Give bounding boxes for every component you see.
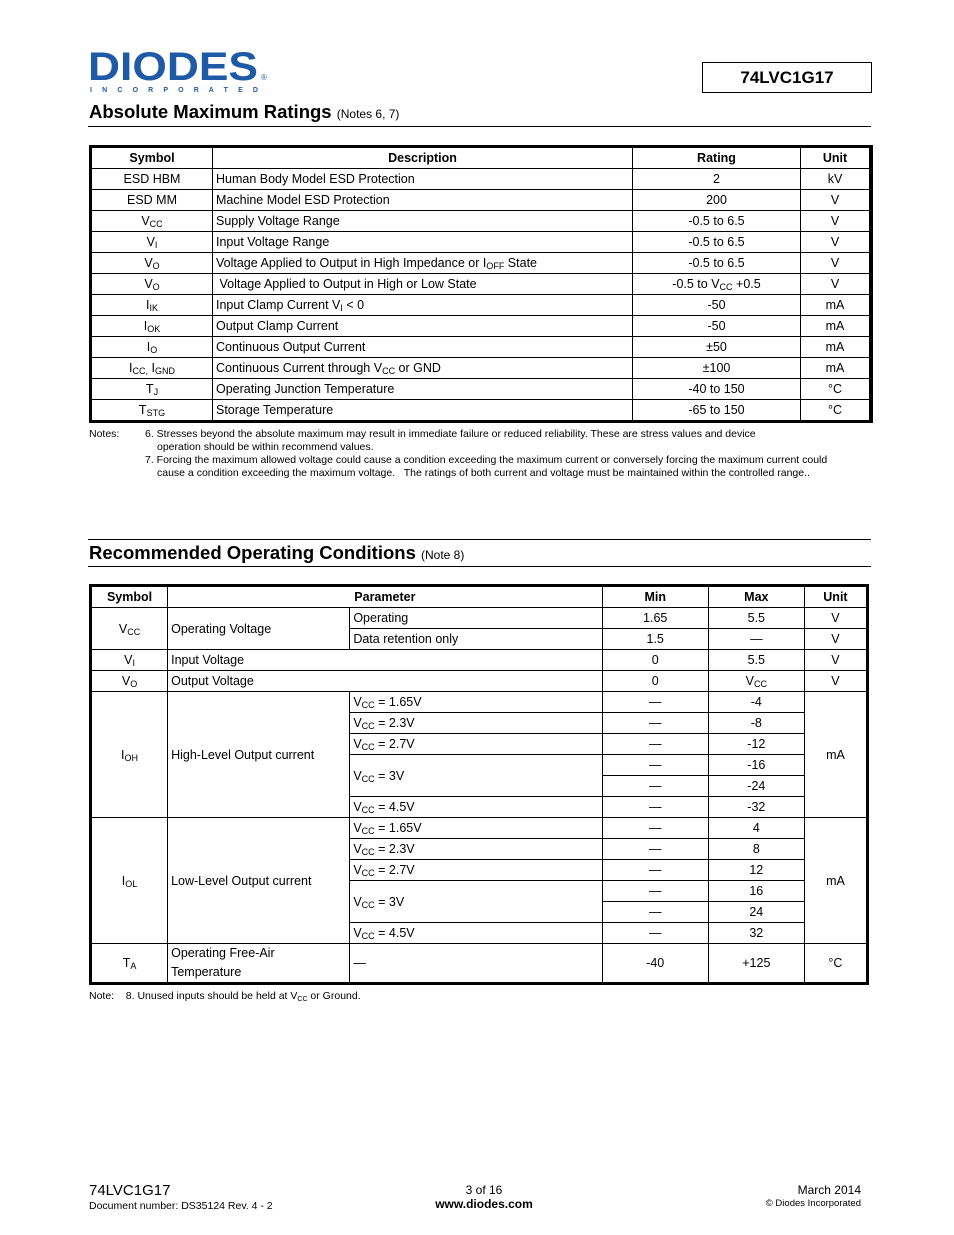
symbol-cell: $I_{IK}$ bbox=[92, 295, 213, 316]
logo-tagline: I N C O R P O R A T E D bbox=[90, 87, 258, 94]
description-cell: Supply Voltage Range bbox=[213, 211, 633, 232]
unit-cell: mA bbox=[801, 316, 870, 337]
roc-table bbox=[91, 586, 867, 983]
symbol-cell: $I_{OK}$ bbox=[92, 316, 213, 337]
parameter-cell: High-Level Output current bbox=[168, 692, 350, 818]
rating-cell: -0.5 to $V_{CC} +0.5$ bbox=[633, 274, 801, 295]
symbol-cell: $T_A$ bbox=[92, 944, 168, 983]
footer-part-number: 74LVC1G17 bbox=[89, 1182, 171, 1199]
max-cell: 4 bbox=[708, 818, 804, 839]
symbol-cell: $V_I$ bbox=[92, 650, 168, 671]
min-cell: 1.65 bbox=[602, 608, 708, 629]
unit-cell: °C bbox=[801, 400, 870, 421]
amr-title-text: Absolute Maximum Ratings bbox=[89, 101, 332, 122]
part-number-box bbox=[702, 62, 872, 93]
description-cell: Voltage Applied to Output in High or Low State bbox=[213, 274, 633, 295]
min-cell: 0 bbox=[602, 650, 708, 671]
table-row bbox=[92, 692, 867, 713]
roc-col-max: Max bbox=[708, 587, 804, 608]
amr-rule bbox=[88, 126, 871, 127]
min-cell: — bbox=[602, 839, 708, 860]
condition-cell: $V_{CC} = 3V$ bbox=[350, 881, 602, 923]
parameter-cell: Operating Voltage bbox=[168, 608, 350, 650]
table-row bbox=[92, 211, 870, 232]
rating-cell: 200 bbox=[633, 190, 801, 211]
rating-cell: ±50 bbox=[633, 337, 801, 358]
min-cell: 0 bbox=[602, 671, 708, 692]
notes-label: Notes: bbox=[89, 428, 120, 440]
unit-cell: V bbox=[804, 671, 866, 692]
amr-col-description: Description bbox=[213, 148, 633, 169]
table-row bbox=[92, 944, 867, 983]
roc-col-min: Min bbox=[602, 587, 708, 608]
amr-title-note: (Notes 6, 7) bbox=[336, 107, 400, 121]
max-cell: $V_{CC}$ bbox=[708, 671, 804, 692]
note-7 bbox=[89, 454, 869, 467]
note-6-line1: 6. Stresses beyond the absolute maximum may result in immediate failure or reduced reliability. These are stress values and device bbox=[145, 428, 756, 440]
roc-title bbox=[89, 542, 464, 564]
table-row bbox=[92, 316, 870, 337]
amr-table bbox=[91, 147, 870, 421]
amr-col-symbol: Symbol bbox=[92, 148, 213, 169]
condition-cell: $V_{CC} = 2.7V$ bbox=[350, 734, 602, 755]
max-cell: 5.5 bbox=[708, 650, 804, 671]
min-cell: — bbox=[602, 923, 708, 944]
footer-document-number: Document number: DS35124 Rev. 4 - 2 bbox=[89, 1200, 273, 1212]
rating-cell: -0.5 to 6.5 bbox=[633, 253, 801, 274]
footer-copyright: © Diodes Incorporated bbox=[765, 1198, 861, 1209]
condition-cell: $V_{CC} = 3V$ bbox=[350, 755, 602, 797]
min-cell: — bbox=[602, 755, 708, 776]
roc-table-frame bbox=[89, 584, 869, 985]
footer-website-link[interactable]: www.diodes.com bbox=[435, 1197, 533, 1211]
roc-col-parameter: Parameter bbox=[168, 587, 603, 608]
table-row bbox=[92, 818, 867, 839]
min-cell: — bbox=[602, 797, 708, 818]
table-row bbox=[92, 608, 867, 629]
description-cell: Output Clamp Current bbox=[213, 316, 633, 337]
symbol-cell: $V_{CC}$ bbox=[92, 608, 168, 650]
min-cell: — bbox=[602, 776, 708, 797]
part-number: 74LVC1G17 bbox=[740, 67, 834, 87]
symbol-cell: ESD MM bbox=[92, 190, 213, 211]
condition-cell: — bbox=[350, 944, 602, 983]
condition-cell: $V_{CC} = 4.5V$ bbox=[350, 797, 602, 818]
table-row bbox=[92, 337, 870, 358]
roc-col-unit: Unit bbox=[804, 587, 866, 608]
max-cell: -16 bbox=[708, 755, 804, 776]
rating-cell: ±100 bbox=[633, 358, 801, 379]
svg-text:®: ® bbox=[261, 73, 267, 82]
description-cell: Continuous Current through $V_{CC}$ or GND bbox=[213, 358, 633, 379]
amr-table-frame bbox=[89, 145, 872, 423]
amr-notes bbox=[89, 428, 869, 480]
symbol-cell: $T_{STG}$ bbox=[92, 400, 213, 421]
symbol-cell: $I_{CC,}$ $I_{GND}$ bbox=[92, 358, 213, 379]
table-row bbox=[92, 358, 870, 379]
note-7-line1: 7. Forcing the maximum allowed voltage could cause a condition exceeding the maximum current or conversely forcing the maximum current could bbox=[145, 454, 828, 466]
amr-title bbox=[89, 101, 399, 123]
parameter-cell: Low-Level Output current bbox=[168, 818, 350, 944]
symbol-cell: $V_O$ bbox=[92, 253, 213, 274]
parameter-cell: Input Voltage bbox=[168, 650, 603, 671]
description-cell: Input Voltage Range bbox=[213, 232, 633, 253]
description-cell: Human Body Model ESD Protection bbox=[213, 169, 633, 190]
diodes-logo bbox=[88, 46, 268, 94]
unit-cell: V bbox=[801, 211, 870, 232]
description-cell: Storage Temperature bbox=[213, 400, 633, 421]
table-row bbox=[92, 400, 870, 421]
unit-cell: V bbox=[804, 608, 866, 629]
condition-cell: Data retention only bbox=[350, 629, 602, 650]
symbol-cell: $V_O$ bbox=[92, 671, 168, 692]
unit-cell: mA bbox=[801, 358, 870, 379]
unit-cell: mA bbox=[804, 818, 866, 944]
rating-cell: -0.5 to 6.5 bbox=[633, 232, 801, 253]
rating-cell: -0.5 to 6.5 bbox=[633, 211, 801, 232]
unit-cell: °C bbox=[804, 944, 866, 983]
amr-col-rating: Rating bbox=[633, 148, 801, 169]
footer-date: March 2014 bbox=[797, 1183, 861, 1197]
parameter-cell: Output Voltage bbox=[168, 671, 603, 692]
min-cell: -40 bbox=[602, 944, 708, 983]
roc-header-row bbox=[92, 587, 867, 608]
table-row bbox=[92, 190, 870, 211]
min-cell: — bbox=[602, 818, 708, 839]
condition-cell: $V_{CC} = 2.7V$ bbox=[350, 860, 602, 881]
note-7-line2: cause a condition exceeding the maximum voltage. The ratings of both current and voltage must be maintained within the controlled range.. bbox=[157, 467, 810, 479]
symbol-cell: $I_{OL}$ bbox=[92, 818, 168, 944]
symbol-cell: $T_J$ bbox=[92, 379, 213, 400]
parameter-cell: Operating Free-Air Temperature bbox=[168, 944, 350, 983]
max-cell: -12 bbox=[708, 734, 804, 755]
min-cell: — bbox=[602, 902, 708, 923]
max-cell: -4 bbox=[708, 692, 804, 713]
rating-cell: -40 to 150 bbox=[633, 379, 801, 400]
rating-cell: -50 bbox=[633, 295, 801, 316]
condition-cell: Operating bbox=[350, 608, 602, 629]
unit-cell: V bbox=[801, 232, 870, 253]
note-6-line2: operation should be within recommend values. bbox=[157, 441, 374, 453]
amr-col-unit: Unit bbox=[801, 148, 870, 169]
table-row bbox=[92, 274, 870, 295]
unit-cell: kV bbox=[801, 169, 870, 190]
table-row bbox=[92, 671, 867, 692]
description-cell: Input Clamp Current $V_I < 0$ bbox=[213, 295, 633, 316]
rating-cell: -50 bbox=[633, 316, 801, 337]
condition-cell: $V_{CC} = 2.3V$ bbox=[350, 713, 602, 734]
description-cell: Voltage Applied to Output in High Impedance or $I_{OFF}$ State bbox=[213, 253, 633, 274]
symbol-cell: $V_I$ bbox=[92, 232, 213, 253]
table-row bbox=[92, 295, 870, 316]
min-cell: — bbox=[602, 860, 708, 881]
max-cell: -8 bbox=[708, 713, 804, 734]
roc-rule bbox=[88, 566, 871, 567]
condition-cell: $V_{CC} = 4.5V$ bbox=[350, 923, 602, 944]
unit-cell: V bbox=[801, 190, 870, 211]
symbol-cell: $V_O$ bbox=[92, 274, 213, 295]
table-row bbox=[92, 253, 870, 274]
roc-title-note: (Note 8) bbox=[421, 548, 465, 562]
condition-cell: $V_{CC} = 1.65V$ bbox=[350, 692, 602, 713]
min-cell: — bbox=[602, 734, 708, 755]
rating-cell: 2 bbox=[633, 169, 801, 190]
table-row bbox=[92, 169, 870, 190]
unit-cell: V bbox=[804, 650, 866, 671]
unit-cell: °C bbox=[801, 379, 870, 400]
condition-cell: $V_{CC} = 2.3V$ bbox=[350, 839, 602, 860]
max-cell: +125 bbox=[708, 944, 804, 983]
max-cell: -32 bbox=[708, 797, 804, 818]
roc-top-rule bbox=[88, 539, 871, 540]
max-cell: 8 bbox=[708, 839, 804, 860]
roc-note: Note: 8. Unused inputs should be held at $V_{CC}$ or Ground. bbox=[89, 990, 361, 1003]
unit-cell: mA bbox=[801, 337, 870, 358]
description-cell: Operating Junction Temperature bbox=[213, 379, 633, 400]
roc-col-symbol: Symbol bbox=[92, 587, 168, 608]
footer-page-number: 3 of 16 bbox=[465, 1183, 503, 1197]
symbol-cell: $I_O$ bbox=[92, 337, 213, 358]
condition-cell: $V_{CC} = 1.65V$ bbox=[350, 818, 602, 839]
max-cell: 16 bbox=[708, 881, 804, 902]
description-cell: Continuous Output Current bbox=[213, 337, 633, 358]
rating-cell: -65 to 150 bbox=[633, 400, 801, 421]
table-row bbox=[92, 379, 870, 400]
unit-cell: V bbox=[801, 253, 870, 274]
roc-title-text: Recommended Operating Conditions bbox=[89, 542, 416, 563]
unit-cell: mA bbox=[804, 692, 866, 818]
table-row bbox=[92, 650, 867, 671]
max-cell: 5.5 bbox=[708, 608, 804, 629]
note-6 bbox=[89, 428, 869, 441]
min-cell: 1.5 bbox=[602, 629, 708, 650]
unit-cell: V bbox=[801, 274, 870, 295]
unit-cell: V bbox=[804, 629, 866, 650]
min-cell: — bbox=[602, 692, 708, 713]
max-cell: -24 bbox=[708, 776, 804, 797]
max-cell: 12 bbox=[708, 860, 804, 881]
unit-cell: mA bbox=[801, 295, 870, 316]
diodes-logo-graphic bbox=[88, 46, 268, 94]
max-cell: 32 bbox=[708, 923, 804, 944]
symbol-cell: $I_{OH}$ bbox=[92, 692, 168, 818]
min-cell: — bbox=[602, 881, 708, 902]
min-cell: — bbox=[602, 713, 708, 734]
symbol-cell: ESD HBM bbox=[92, 169, 213, 190]
max-cell: 24 bbox=[708, 902, 804, 923]
max-cell: — bbox=[708, 629, 804, 650]
description-cell: Machine Model ESD Protection bbox=[213, 190, 633, 211]
amr-header-row bbox=[92, 148, 870, 169]
logo-wordmark: DIODES bbox=[88, 46, 258, 89]
symbol-cell: $V_{CC}$ bbox=[92, 211, 213, 232]
table-row bbox=[92, 232, 870, 253]
